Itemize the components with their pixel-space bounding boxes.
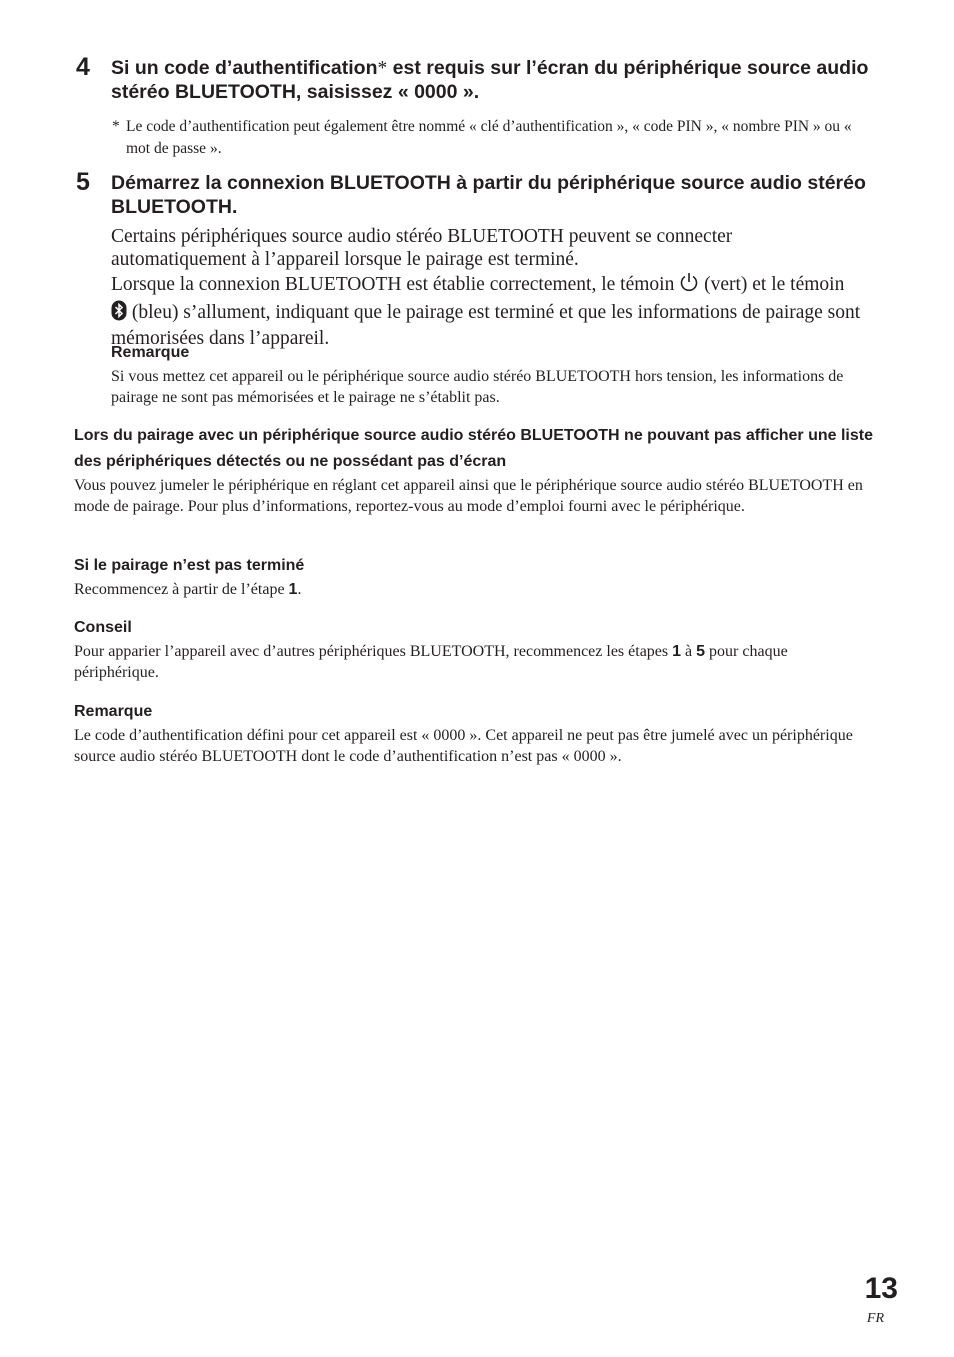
- tip-text-c: pour chaque périphérique.: [74, 643, 788, 682]
- bluetooth-icon: [111, 300, 127, 328]
- not-done-text-a: Recommencez à partir de l’étape: [74, 581, 289, 598]
- footnote-reference: *: [377, 58, 388, 79]
- tip-text: [74, 641, 864, 684]
- step-5-paragraph-2-a: Lorsque la connexion BLUETOOTH est établie correctement, le témoin: [111, 274, 680, 295]
- step-5-number: 5: [76, 168, 90, 196]
- tip-step-to: 5: [696, 643, 706, 660]
- remark-heading: Remarque: [74, 703, 153, 720]
- step-4-number: 4: [76, 53, 90, 81]
- footnote: [112, 116, 866, 159]
- step-5-paragraph-2-c: (bleu) s’allument, indiquant que le pairage est terminé et que les informations de pairage sont mémorisées dans l’appareil.: [111, 301, 861, 349]
- not-done-text-b: .: [297, 581, 302, 598]
- power-icon: [679, 272, 699, 300]
- step-4-heading-text-a: Si un code d’authentification: [111, 57, 378, 79]
- step-5-paragraph-1: Certains périphériques source audio stéréo BLUETOOTH peuvent se connecter automatiquement à l’appareil lorsque le pairage est terminé.: [111, 226, 733, 270]
- remark-text: Le code d’authentification défini pour cet appareil est « 0000 ». Cet appareil ne peut pas être jumelé avec un périphérique source audio stéréo BLUETOOTH dont le code d’authentification n’est pas « 0000 ».: [74, 727, 853, 766]
- tip-text-b: à: [681, 643, 697, 660]
- page-number: 13: [864, 1272, 898, 1305]
- footnote-text: Le code d’authentification peut également être nommé « clé d’authentification », « code PIN », « nombre PIN » ou « mot de passe ».: [126, 118, 852, 157]
- tip-heading: Conseil: [74, 619, 132, 636]
- step-5-paragraph-2-b: (vert) et le témoin: [699, 274, 845, 295]
- not-done-step: 1: [288, 581, 298, 598]
- step-5-note-text: Si vous mettez cet appareil ou le périphérique source audio stéréo BLUETOOTH hors tension, les informations de pairage ne sont pas mémorisées et le pairage ne s’établit pas.: [111, 368, 844, 407]
- step-5-heading: Démarrez la connexion BLUETOOTH à partir du périphérique source audio stéréo BLUETOOTH.: [111, 172, 866, 218]
- step-5-paragraph-2: [111, 272, 861, 350]
- no-display-text: Vous pouvez jumeler le périphérique en réglant cet appareil ainsi que le périphérique source audio stéréo BLUETOOTH en mode de pairage. Pour plus d’informations, reportez-vous au mode d’emploi fourni avec le périphérique.: [74, 477, 863, 516]
- not-done-text: [74, 579, 864, 600]
- not-done-heading: Si le pairage n’est pas terminé: [74, 557, 305, 574]
- tip-text-a: Pour apparier l’appareil avec d’autres périphériques BLUETOOTH, recommencez les étapes: [74, 643, 673, 660]
- page-language: FR: [866, 1311, 884, 1326]
- no-display-heading: Lors du pairage avec un périphérique source audio stéréo BLUETOOTH ne pouvant pas afficher une liste des périphériques détectés ou ne possédant pas d’écran: [74, 427, 873, 470]
- step-5-note-title: Remarque: [111, 344, 190, 361]
- footnote-marker: *: [112, 118, 120, 135]
- step-4-heading: [111, 57, 871, 104]
- tip-step-from: 1: [672, 643, 682, 660]
- step-4-heading-text-b: est requis sur l’écran du périphérique source audio stéréo BLUETOOTH, saisissez « 0000 ».: [111, 57, 869, 103]
